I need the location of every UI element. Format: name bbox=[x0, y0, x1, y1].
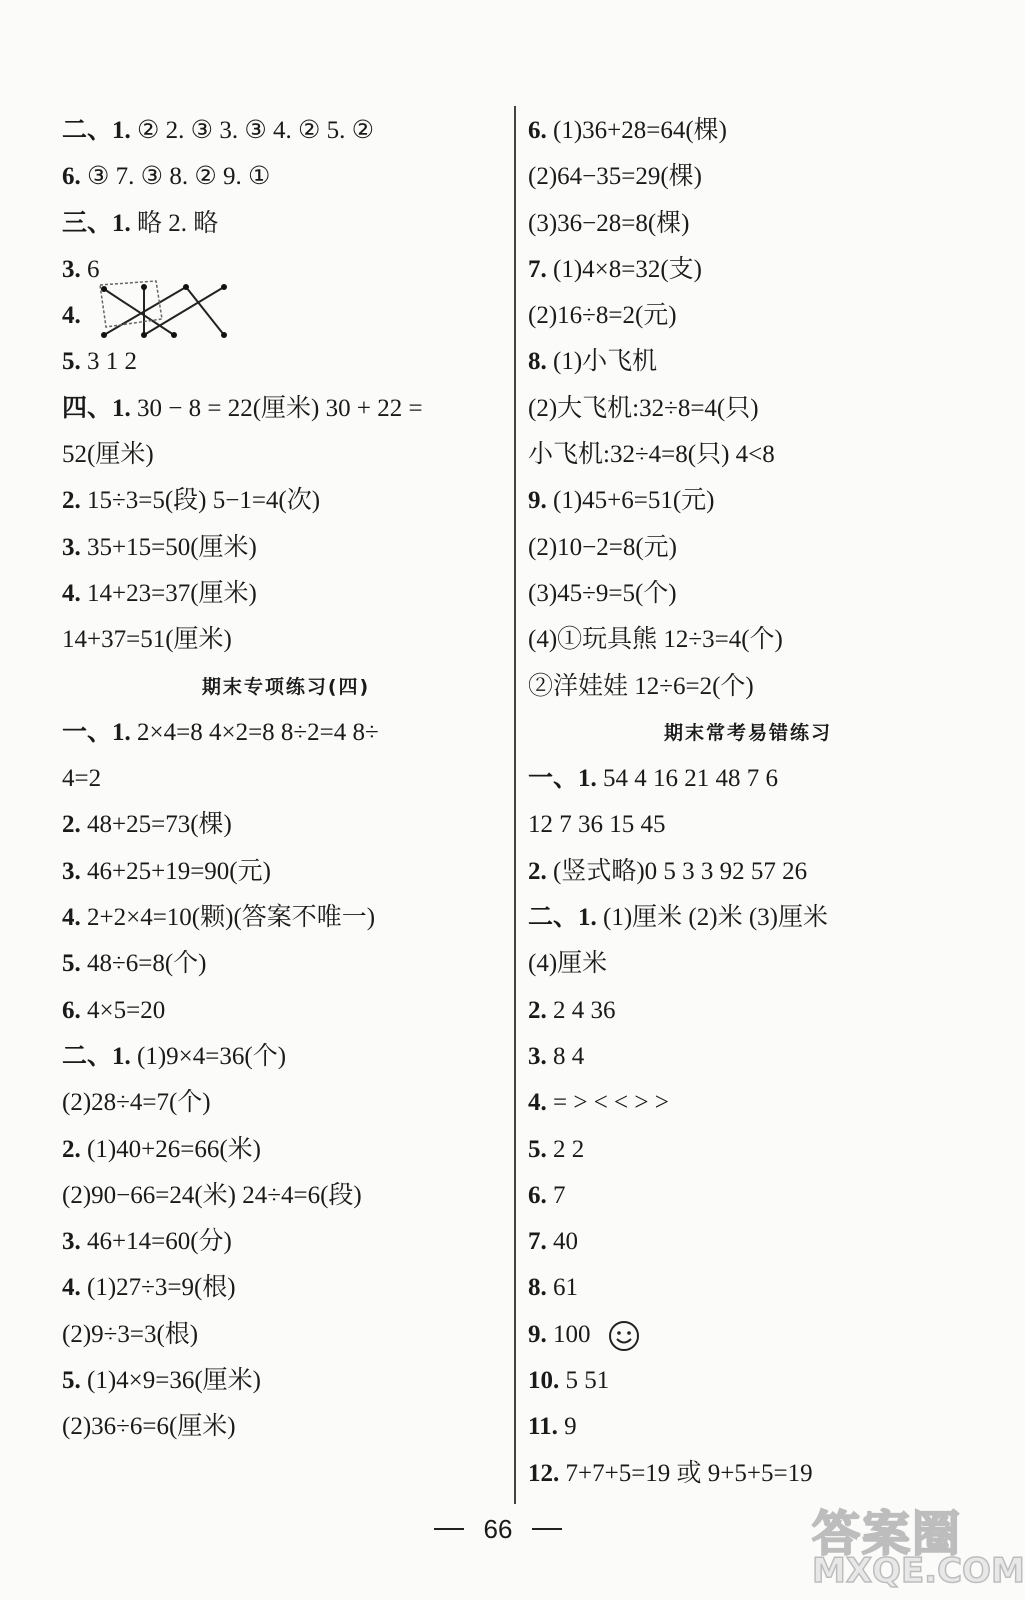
answer-line bbox=[62, 525, 510, 571]
answer-label: 10. bbox=[528, 1367, 560, 1395]
answer-line bbox=[62, 756, 510, 802]
answer-text: (2)16÷8=2(元) bbox=[528, 302, 677, 330]
answer-line bbox=[528, 478, 968, 524]
answer-label: 一、1. bbox=[528, 765, 597, 793]
answer-line bbox=[528, 1034, 968, 1080]
answer-line bbox=[528, 154, 968, 200]
answer-line bbox=[528, 339, 968, 385]
matching-dot bbox=[101, 332, 107, 338]
left-column bbox=[62, 108, 510, 1451]
answer-line bbox=[528, 293, 968, 339]
watermark-title: 答案圈 bbox=[812, 1506, 963, 1562]
answer-label: 7. bbox=[528, 255, 547, 283]
answer-label: 6. bbox=[528, 117, 547, 144]
answer-label: 一、1. bbox=[62, 718, 131, 746]
answer-line bbox=[62, 895, 510, 941]
answer-text: (4)①玩具熊 12÷3=4(个) bbox=[528, 626, 783, 654]
answer-label: 2. bbox=[62, 1135, 81, 1163]
answer-label: 6. bbox=[62, 996, 81, 1024]
answer-text: (1)厘米 (2)米 (3)厘米 bbox=[596, 904, 828, 932]
answer-label: 11. bbox=[528, 1413, 558, 1441]
answer-line bbox=[528, 571, 968, 617]
answer-label: 2. bbox=[62, 811, 81, 839]
answer-text: 12 7 36 15 45 bbox=[528, 811, 666, 839]
answer-label: 二、1. bbox=[62, 1042, 131, 1070]
answer-text: 小飞机:32÷4=8(只) 4<8 bbox=[528, 441, 775, 469]
answer-text: ② 2. ③ 3. ③ 4. ② 5. ② bbox=[130, 117, 375, 144]
answer-label: 9. bbox=[528, 1320, 547, 1348]
answer-text: (2)90−66=24(米) 24÷4=6(段) bbox=[62, 1181, 362, 1209]
answer-label: 5. bbox=[62, 1367, 81, 1395]
footer-dash-left bbox=[434, 1528, 464, 1530]
answer-text: 4×5=20 bbox=[80, 996, 166, 1024]
answer-label: 5. bbox=[62, 950, 81, 978]
answer-label: 三、1. bbox=[62, 209, 131, 237]
answer-line bbox=[62, 432, 510, 478]
answer-text: 46+25+19=90(元) bbox=[80, 857, 271, 885]
answer-text: (1)36+28=64(棵) bbox=[546, 117, 727, 144]
answer-text: 40 bbox=[546, 1228, 578, 1256]
answer-line bbox=[528, 1173, 968, 1219]
answer-text: 2 2 bbox=[546, 1135, 585, 1163]
answer-text: (3)45÷9=5(个) bbox=[528, 579, 677, 607]
answer-text: (2)大飞机:32÷8=4(只) bbox=[528, 394, 759, 422]
answer-text: (1)40+26=66(米) bbox=[80, 1135, 261, 1163]
answer-text: ③ 7. ③ 8. ② 9. ① bbox=[80, 163, 271, 191]
watermark-logo bbox=[812, 1495, 1025, 1595]
answer-text: ②洋娃娃 12÷6=2(个) bbox=[528, 672, 754, 700]
answer-text: 48÷6=8(个) bbox=[80, 950, 207, 978]
answer-text: (1)4×9=36(厘米) bbox=[80, 1367, 261, 1395]
answer-line bbox=[528, 1451, 968, 1497]
answer-line bbox=[62, 154, 510, 200]
answer-text: 14+37=51(厘米) bbox=[62, 626, 232, 654]
answer-line bbox=[62, 1173, 510, 1219]
section-title-left: 期末专项练习(四) bbox=[201, 675, 371, 698]
matching-dot bbox=[221, 332, 227, 338]
answer-label: 7. bbox=[528, 1228, 547, 1256]
answer-label: 3. bbox=[62, 533, 81, 561]
answer-line bbox=[528, 756, 968, 802]
answer-line bbox=[62, 710, 510, 756]
answer-text: (4)厘米 bbox=[528, 950, 608, 978]
smiley-icon bbox=[607, 1319, 641, 1353]
answer-line bbox=[528, 988, 968, 1034]
answer-line bbox=[528, 247, 968, 293]
answer-label: 2. bbox=[528, 857, 547, 885]
answer-label: 二、1. bbox=[62, 117, 131, 144]
answer-text: 7 bbox=[546, 1181, 566, 1209]
answer-line bbox=[62, 108, 510, 154]
answer-line bbox=[62, 988, 510, 1034]
answer-line bbox=[62, 802, 510, 848]
answer-label: 2. bbox=[62, 487, 81, 515]
answer-text: 5 51 bbox=[559, 1367, 610, 1395]
answer-label: 4. bbox=[528, 1089, 547, 1117]
answer-label: 4. bbox=[62, 579, 81, 607]
answer-line bbox=[528, 1312, 968, 1358]
answer-text: 3 1 2 bbox=[80, 348, 137, 376]
answer-line bbox=[62, 941, 510, 987]
answer-label: 5. bbox=[62, 348, 81, 376]
answer-text: 2×4=8 4×2=8 8÷2=4 8÷ bbox=[130, 718, 379, 746]
answer-text: 6 bbox=[80, 255, 100, 283]
answer-label: 4. bbox=[62, 1274, 81, 1302]
answer-text: 52(厘米) bbox=[62, 441, 154, 469]
answer-line bbox=[528, 1358, 968, 1404]
answer-label: 12. bbox=[528, 1459, 560, 1487]
answer-line bbox=[62, 849, 510, 895]
answer-label: 8. bbox=[528, 1274, 547, 1302]
answer-text: 2 4 36 bbox=[546, 996, 616, 1024]
answer-label: 8. bbox=[528, 348, 547, 376]
answer-text: (2)64−35=29(棵) bbox=[528, 163, 702, 191]
answer-text: (2)28÷4=7(个) bbox=[62, 1089, 211, 1117]
answer-line bbox=[528, 432, 968, 478]
answer-line bbox=[528, 201, 968, 247]
answer-label: 6. bbox=[528, 1181, 547, 1209]
answer-text: 略 2. 略 bbox=[130, 209, 219, 237]
answer-text: 2+2×4=10(颗)(答案不唯一) bbox=[80, 904, 376, 932]
column-divider bbox=[514, 106, 516, 1504]
answer-line bbox=[528, 617, 968, 663]
answer-text: (1)9×4=36(个) bbox=[130, 1042, 287, 1070]
answer-line bbox=[528, 1404, 968, 1450]
answer-label: 四、1. bbox=[62, 394, 131, 422]
answer-text: (1)45+6=51(元) bbox=[546, 487, 715, 515]
watermark-url: MXQE.COM bbox=[812, 1551, 1025, 1591]
answer-text: (1)27÷3=9(根) bbox=[80, 1274, 236, 1302]
answer-line bbox=[62, 1127, 510, 1173]
matching-line bbox=[186, 287, 224, 335]
answer-text: 7+7+5=19 或 9+5+5=19 bbox=[559, 1459, 813, 1487]
answer-text: 9 bbox=[557, 1413, 577, 1441]
answer-line bbox=[528, 1265, 968, 1311]
stamp-mark bbox=[96, 279, 166, 331]
answer-line bbox=[528, 386, 968, 432]
answer-label: 3. bbox=[62, 1228, 81, 1256]
footer-dash-right bbox=[532, 1528, 562, 1530]
answer-line bbox=[528, 895, 968, 941]
answer-label: 6. bbox=[62, 163, 81, 191]
answer-text: 30 − 8 = 22(厘米) 30 + 22 = bbox=[130, 394, 423, 422]
right-column bbox=[528, 108, 968, 1497]
answer-label: 3. bbox=[62, 857, 81, 885]
section-title-right: 期末常考易错练习 bbox=[663, 721, 832, 744]
answer-label: 4. bbox=[62, 302, 81, 330]
answer-line bbox=[62, 478, 510, 524]
answer-label: 9. bbox=[528, 487, 547, 515]
matching-dot bbox=[221, 284, 227, 290]
answer-line bbox=[62, 293, 510, 339]
answer-line bbox=[62, 201, 510, 247]
matching-dot bbox=[141, 332, 147, 338]
answer-line bbox=[62, 571, 510, 617]
answer-line bbox=[528, 849, 968, 895]
answer-text: 61 bbox=[546, 1274, 578, 1302]
answer-label: 4. bbox=[62, 904, 81, 932]
answer-line bbox=[62, 617, 510, 663]
answer-line bbox=[528, 525, 968, 571]
answer-text: 35+15=50(厘米) bbox=[80, 533, 257, 561]
answer-line bbox=[528, 664, 968, 710]
answer-text: 4=2 bbox=[62, 765, 102, 793]
answer-line bbox=[62, 1219, 510, 1265]
answer-text: 100 bbox=[546, 1320, 591, 1348]
answer-text: (1)小飞机 bbox=[546, 348, 658, 376]
answer-text: 8 4 bbox=[546, 1042, 585, 1070]
answer-text: 14+23=37(厘米) bbox=[80, 579, 257, 607]
answer-line bbox=[62, 386, 510, 432]
answer-text: (2)9÷3=3(根) bbox=[62, 1320, 199, 1348]
answer-line bbox=[62, 1034, 510, 1080]
matching-dot bbox=[171, 332, 177, 338]
answer-line bbox=[62, 1080, 510, 1126]
answer-label: 3. bbox=[528, 1042, 547, 1070]
answer-label: 5. bbox=[528, 1135, 547, 1163]
answer-label: 二、1. bbox=[528, 904, 597, 932]
answer-line bbox=[528, 802, 968, 848]
answer-text: 15÷3=5(段) 5−1=4(次) bbox=[80, 487, 321, 515]
answer-line bbox=[528, 1080, 968, 1126]
answer-text: (3)36−28=8(棵) bbox=[528, 209, 690, 237]
answer-text: 54 4 16 21 48 7 6 bbox=[596, 765, 779, 793]
answer-text: 46+14=60(分) bbox=[80, 1228, 232, 1256]
answer-line bbox=[62, 1358, 510, 1404]
answer-label: 3. bbox=[62, 255, 81, 283]
answer-text: (竖式略)0 5 3 3 92 57 26 bbox=[546, 857, 808, 885]
answer-text: = > < < > > bbox=[546, 1089, 669, 1117]
answer-line bbox=[528, 1127, 968, 1173]
answer-text: (2)10−2=8(元) bbox=[528, 533, 677, 561]
answer-text: 48+25=73(棵) bbox=[80, 811, 232, 839]
answer-line bbox=[62, 1312, 510, 1358]
answer-line bbox=[62, 1265, 510, 1311]
answer-line bbox=[62, 1404, 510, 1450]
matching-dot bbox=[183, 284, 189, 290]
answer-text: (2)36÷6=6(厘米) bbox=[62, 1413, 236, 1441]
answer-text: (1)4×8=32(支) bbox=[546, 255, 702, 283]
answer-line bbox=[528, 941, 968, 987]
answer-line bbox=[528, 108, 968, 154]
answer-label: 2. bbox=[528, 996, 547, 1024]
page-number: 66 bbox=[483, 1513, 513, 1544]
answer-line bbox=[528, 1219, 968, 1265]
